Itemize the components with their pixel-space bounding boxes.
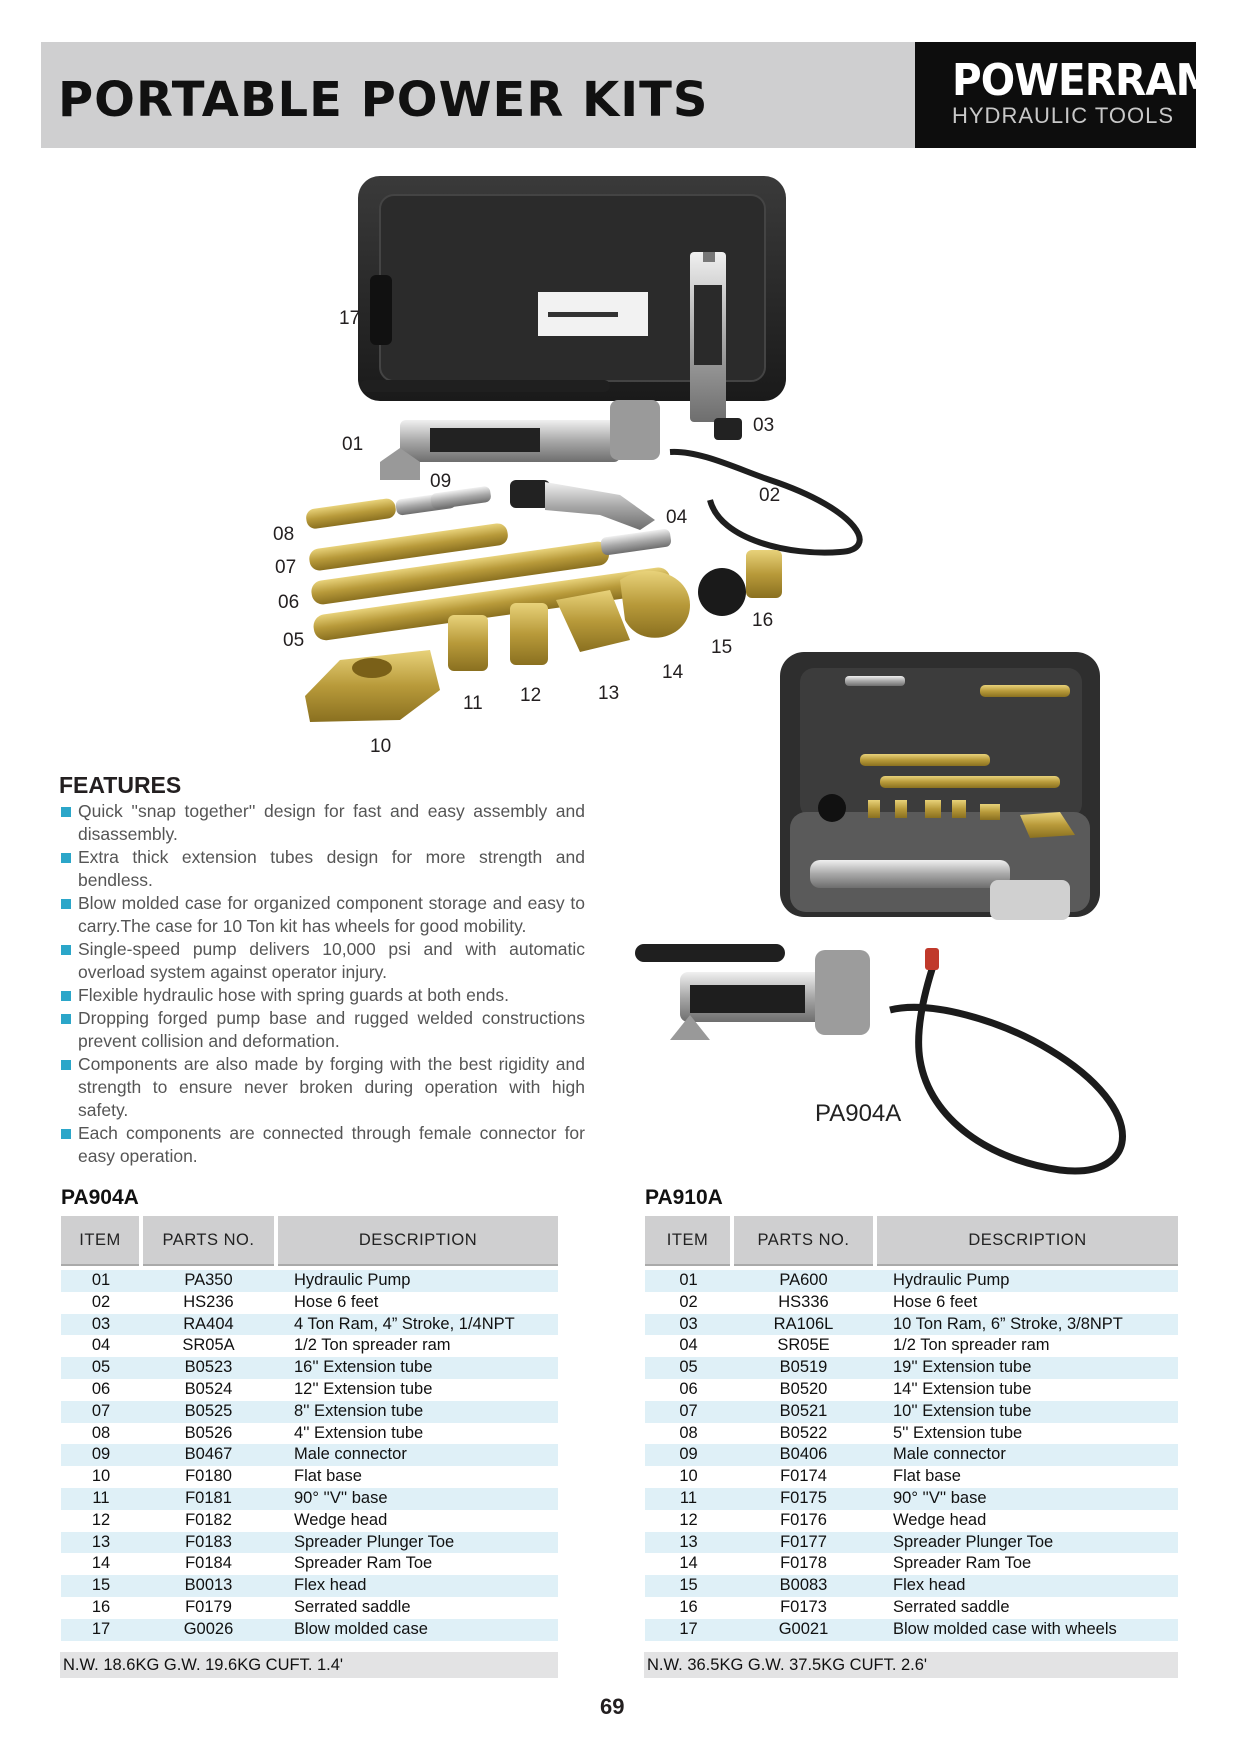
features-list [60,800,585,1168]
table-row [61,1575,558,1597]
cell-description: 19'' Extension tube [875,1357,1178,1379]
cell-part-number: F0184 [141,1553,276,1575]
table-row [61,1357,558,1379]
cell-part-number: F0178 [732,1553,875,1575]
cell-item: 04 [61,1335,141,1357]
cell-item: 06 [61,1379,141,1401]
cell-part-number: B0520 [732,1379,875,1401]
cell-description: Flat base [276,1466,558,1488]
page-number: 69 [600,1694,625,1719]
feature-item: Components are also made by forging with the best rigidity and strength to ensure never broken during operation with high safety. [60,1053,585,1122]
callout-16: 16 [752,610,774,631]
cell-part-number: SR05A [141,1335,276,1357]
table-row [61,1423,558,1445]
cell-item: 08 [61,1423,141,1445]
table-row [61,1335,558,1357]
column-header-item: ITEM [61,1216,141,1265]
callout-17: 17 [339,308,361,329]
callout-10: 10 [370,736,392,757]
cell-description: 10'' Extension tube [875,1401,1178,1423]
callout-06: 06 [278,592,300,613]
cell-part-number: SR05E [732,1335,875,1357]
cell-item: 14 [645,1553,732,1575]
table-row [645,1532,1178,1554]
table-row [645,1488,1178,1510]
cell-part-number: HS236 [141,1292,276,1314]
table-row [645,1619,1178,1641]
column-header-description: DESCRIPTION [875,1216,1178,1265]
feature-item: Single-speed pump delivers 10,000 psi and with automatic overload system against operator injury. [60,938,585,984]
cell-item: 15 [645,1575,732,1597]
table-row [645,1553,1178,1575]
cell-item: 07 [61,1401,141,1423]
table-row [61,1532,558,1554]
cell-part-number: B0524 [141,1379,276,1401]
cell-item: 15 [61,1575,141,1597]
column-header-description: DESCRIPTION [276,1216,558,1265]
cell-part-number: G0026 [141,1619,276,1641]
cell-item: 08 [645,1423,732,1445]
weight-footer-pa910a: N.W. 36.5KG G.W. 37.5KG CUFT. 2.6' [644,1652,1178,1678]
cell-item: 16 [61,1597,141,1619]
cell-item: 14 [61,1553,141,1575]
kit-title-pa904a: PA904A [61,1186,139,1209]
cell-part-number: RA404 [141,1314,276,1336]
cell-part-number: G0021 [732,1619,875,1641]
cell-part-number: PA350 [141,1270,276,1292]
cell-description: Serrated saddle [276,1597,558,1619]
table-row [61,1488,558,1510]
cell-part-number: B0525 [141,1401,276,1423]
cell-part-number: PA600 [732,1270,875,1292]
callout-07: 07 [275,557,297,578]
cell-part-number: HS336 [732,1292,875,1314]
cell-item: 10 [645,1466,732,1488]
cell-description: Male connector [875,1444,1178,1466]
table-row [645,1270,1178,1292]
cell-description: 16'' Extension tube [276,1357,558,1379]
column-header-parts: PARTS NO. [141,1216,276,1265]
cell-item: 02 [645,1292,732,1314]
cell-description: Hose 6 feet [276,1292,558,1314]
table-row [61,1379,558,1401]
callout-11: 11 [463,693,483,714]
feature-item: Dropping forged pump base and rugged welded constructions prevent collision and deformation. [60,1007,585,1053]
cell-part-number: F0179 [141,1597,276,1619]
callout-02: 02 [759,485,781,506]
cell-item: 01 [645,1270,732,1292]
table-row [645,1379,1178,1401]
cell-item: 17 [61,1619,141,1641]
table-row [645,1466,1178,1488]
logo-tagline: HYDRAULIC TOOLS [952,103,1175,128]
cell-description: 90° ''V'' base [276,1488,558,1510]
callout-08: 08 [273,524,295,545]
cell-item: 10 [61,1466,141,1488]
cell-item: 05 [61,1357,141,1379]
cell-item: 13 [645,1532,732,1554]
cell-part-number: F0176 [732,1510,875,1532]
cell-item: 07 [645,1401,732,1423]
cell-description: Wedge head [875,1510,1178,1532]
cell-description: 4 Ton Ram, 4” Stroke, 1/4NPT [276,1314,558,1336]
cell-description: 90° ''V'' base [875,1488,1178,1510]
cell-part-number: RA106L [732,1314,875,1336]
cell-description: Flex head [875,1575,1178,1597]
cell-description: Spreader Plunger Toe [276,1532,558,1554]
cell-description: Flat base [875,1466,1178,1488]
callout-05: 05 [283,630,305,651]
cell-part-number: F0181 [141,1488,276,1510]
callout-13: 13 [598,683,620,704]
table-header-row [645,1216,1178,1265]
table-row [61,1314,558,1336]
column-header-parts: PARTS NO. [732,1216,875,1265]
table-row [645,1423,1178,1445]
column-header-item: ITEM [645,1216,732,1265]
cell-item: 04 [645,1335,732,1357]
cell-description: Hydraulic Pump [875,1270,1178,1292]
cell-part-number: F0175 [732,1488,875,1510]
kit-title-pa910a: PA910A [645,1186,723,1209]
table-row [645,1357,1178,1379]
weight-footer-pa904a: N.W. 18.6KG G.W. 19.6KG CUFT. 1.4' [60,1652,558,1678]
cell-item: 06 [645,1379,732,1401]
cell-item: 01 [61,1270,141,1292]
cell-item: 17 [645,1619,732,1641]
cell-description: Spreader Ram Toe [875,1553,1178,1575]
cell-item: 12 [61,1510,141,1532]
cell-part-number: F0180 [141,1466,276,1488]
cell-item: 12 [645,1510,732,1532]
table-row [645,1292,1178,1314]
table-row [61,1619,558,1641]
callout-09: 09 [430,471,452,492]
cell-item: 16 [645,1597,732,1619]
cell-item: 03 [645,1314,732,1336]
page-title: PORTABLE POWER KITS [58,72,709,128]
cell-description: 4'' Extension tube [276,1423,558,1445]
cell-part-number: B0467 [141,1444,276,1466]
cell-description: Serrated saddle [875,1597,1178,1619]
feature-item: Blow molded case for organized component storage and easy to carry.The case for 10 Ton kit has wheels for good mobility. [60,892,585,938]
logo-wordmark: POWERRAM [952,55,1215,106]
table-row [645,1335,1178,1357]
cell-part-number: B0519 [732,1357,875,1379]
cell-item: 09 [61,1444,141,1466]
callout-03: 03 [753,415,775,436]
cell-item: 09 [645,1444,732,1466]
table-row [61,1466,558,1488]
callout-15: 15 [711,637,733,658]
table-row [61,1510,558,1532]
cell-part-number: B0406 [732,1444,875,1466]
feature-item: Extra thick extension tubes design for more strength and bendless. [60,846,585,892]
cell-item: 13 [61,1532,141,1554]
cell-description: Wedge head [276,1510,558,1532]
cell-part-number: F0173 [732,1597,875,1619]
cell-description: 12'' Extension tube [276,1379,558,1401]
cell-description: Hydraulic Pump [276,1270,558,1292]
table-row [61,1270,558,1292]
cell-part-number: F0177 [732,1532,875,1554]
cell-part-number: B0526 [141,1423,276,1445]
cell-part-number: B0083 [732,1575,875,1597]
table-row [645,1444,1178,1466]
cell-description: 1/2 Ton spreader ram [875,1335,1178,1357]
spreader-ram-04 [510,480,655,530]
table-row [645,1314,1178,1336]
cell-part-number: F0174 [732,1466,875,1488]
photo-caption: PA904A [815,1100,902,1127]
callout-01: 01 [342,434,364,455]
parts-table-pa904a [61,1216,558,1641]
cell-description: 10 Ton Ram, 6” Stroke, 3/8NPT [875,1314,1178,1336]
table-row [61,1401,558,1423]
table-row [645,1401,1178,1423]
cell-description: 1/2 Ton spreader ram [276,1335,558,1357]
cell-description: 5'' Extension tube [875,1423,1178,1445]
cell-description: Hose 6 feet [875,1292,1178,1314]
cell-item: 11 [645,1488,732,1510]
table-row [645,1510,1178,1532]
table-header-row [61,1216,558,1265]
feature-item: Quick ''snap together'' design for fast and easy assembly and disassembly. [60,800,585,846]
table-row [61,1553,558,1575]
feature-item: Flexible hydraulic hose with spring guards at both ends. [60,984,585,1007]
loose-pump-photo [635,944,1123,1171]
table-row [645,1597,1178,1619]
cell-part-number: F0182 [141,1510,276,1532]
parts-table-pa910a [645,1216,1178,1641]
cell-description: Male connector [276,1444,558,1466]
cell-item: 03 [61,1314,141,1336]
cell-description: Flex head [276,1575,558,1597]
cell-item: 02 [61,1292,141,1314]
cell-part-number: B0522 [732,1423,875,1445]
cell-description: Blow molded case [276,1619,558,1641]
table-row [645,1575,1178,1597]
table-row [61,1444,558,1466]
callout-04: 04 [666,507,688,528]
open-case-photo [780,652,1100,920]
cell-item: 11 [61,1488,141,1510]
cell-description: Spreader Ram Toe [276,1553,558,1575]
callout-14: 14 [662,662,684,683]
cell-description: 8'' Extension tube [276,1401,558,1423]
feature-item: Each components are connected through female connector for easy operation. [60,1122,585,1168]
cell-item: 05 [645,1357,732,1379]
features-heading: FEATURES [59,772,182,798]
cell-part-number: B0013 [141,1575,276,1597]
table-row [61,1597,558,1619]
callout-12: 12 [520,685,542,706]
cell-description: 14'' Extension tube [875,1379,1178,1401]
cell-part-number: B0523 [141,1357,276,1379]
cell-description: Spreader Plunger Toe [875,1532,1178,1554]
table-row [61,1292,558,1314]
cell-part-number: F0183 [141,1532,276,1554]
cell-part-number: B0521 [732,1401,875,1423]
cell-description: Blow molded case with wheels [875,1619,1178,1641]
